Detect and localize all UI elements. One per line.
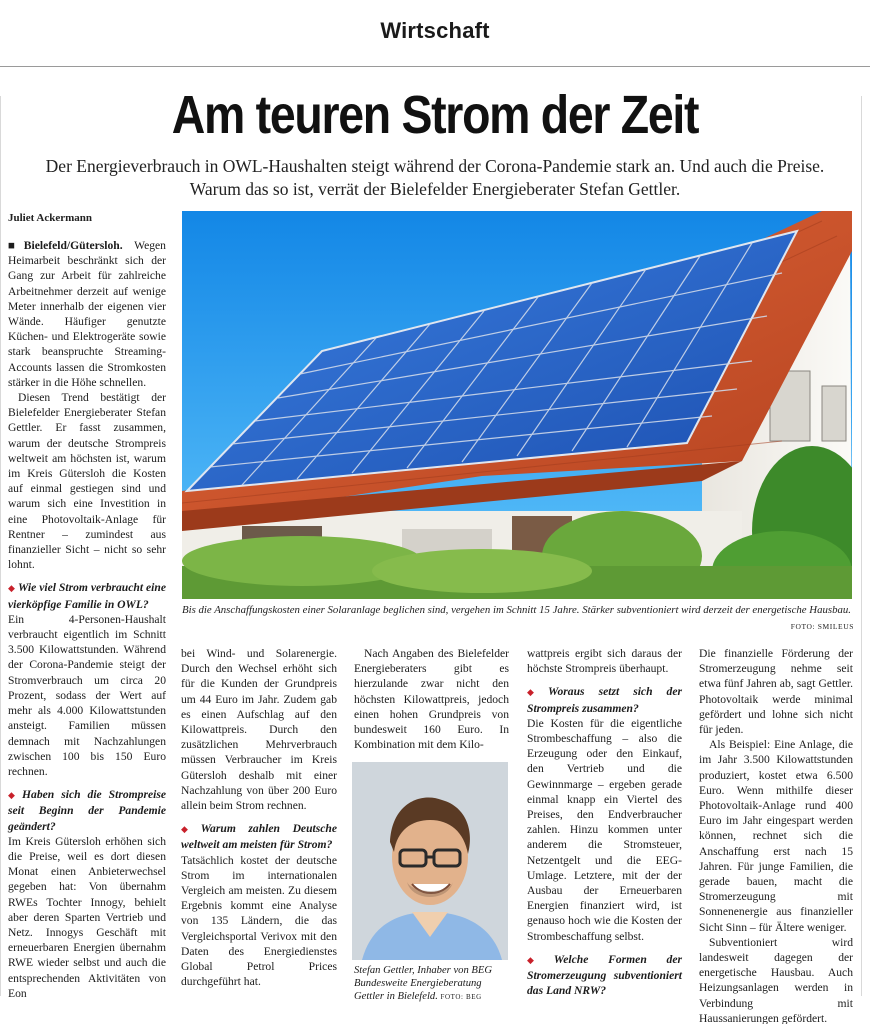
paragraph: Im Kreis Gütersloh erhöhen sich die Preise, weil es dort diesen Monat einen Anbieterwechsel gegeben hat: Von übernahm RWEs Tochter Innogy, behielt aber deren Sparten Vertrieb und Netz. Innogys Geschäft mit erneuerbaren Energien übernahm RWE wieder selbst und auch die entsprechenden Aktivitäten von Eon bbox=[8, 834, 166, 1000]
solar-house-photo bbox=[182, 211, 852, 599]
question-heading: ◆ Wie viel Strom verbraucht eine vierköpfige Familie in OWL? bbox=[8, 581, 167, 611]
column-2 bbox=[181, 646, 337, 989]
portrait-credit: FOTO: BEG bbox=[440, 993, 482, 1001]
column-4 bbox=[527, 646, 682, 998]
question-heading: ◆ Welche Formen der Stromerzeugung subventioniert das Land NRW? bbox=[527, 952, 682, 998]
paragraph: Die finanzielle Förderung der Stromerzeugung nehme seit etwa fünf Jahren ab, sagt Gettler. Photovoltaik werde minimal gefördert und lohne sich nicht für jeden. bbox=[699, 647, 853, 737]
portrait-photo bbox=[352, 762, 508, 960]
question-heading: ◆ Haben sich die Strompreise seit Beginn der Pandemie geändert? bbox=[8, 788, 166, 833]
paragraph: Nach Angaben des Bielefelder Energieberaters gibt es hierzulande zwar nicht den höchsten Kilowattpreis, jedoch einen hohen Grundpreis von bundesweit 160 Euro. In Kombination mit dem Kilo- bbox=[354, 647, 509, 752]
left-column-rule bbox=[0, 96, 1, 996]
right-column-rule bbox=[861, 96, 862, 996]
paragraph: bei Wind- und Solarenergie. Durch den Wechsel erhöht sich für die Kunden der Grundpreis um 44 Euro im Jahr. Zudem gab es einen Aufschlag auf den Kilowattpreis. Durch den zusätzlichen Mehrverbrauch müssen Verbraucher im Kreis Gütersloh deshalb mit einer Nachzahlung von über 200 Euro allein beim Strom rechnen. bbox=[181, 647, 337, 813]
paragraph: Subventioniert wird landesweit dagegen der energetische Hausbau. Auch Heizungsanlagen werden in Verbindung mit Haussanierungen gefördert. bbox=[699, 935, 853, 1024]
diamond-bullet-icon: ◆ bbox=[8, 583, 15, 594]
portrait-caption bbox=[354, 964, 510, 1004]
column-3 bbox=[354, 646, 509, 752]
paragraph: Als Beispiel: Eine Anlage, die im Jahr 3.500 Kilowattstunden produziert, kostet etwa 6.500 Euro. Wenn mithilfe dieser Photovoltaik-Anlage rund 400 Euro im Jahr eingespart werden können, rechnet sich die Anschaffung erst nach 15 Jahren. Für junge Familien, die gerade bauen, macht die Stromerzeugung mit Sonnenenergie aus finanzieller Sicht Sinn – für Ältere weniger. bbox=[699, 738, 853, 934]
photo-caption bbox=[182, 603, 854, 634]
header-rule bbox=[0, 66, 870, 67]
question-heading: ◆ Woraus setzt sich der Strompreis zusammen? bbox=[527, 685, 682, 715]
photo-credit: FOTO: SMILEUS bbox=[790, 622, 854, 631]
subheadline: Der Energieverbrauch in OWL-Haushalten steigt während der Corona-Pandemie stark an. Und auch die Preise. Warum das so ist, verrät der Bielefelder Energieberater Stefan Gettler. bbox=[45, 156, 825, 199]
portrait-caption-text: Stefan Gettler, Inhaber von BEG Bundesweite Energieberatung Gettler in Bielefeld. bbox=[354, 965, 492, 1002]
diamond-bullet-icon: ◆ bbox=[8, 790, 20, 801]
intro-paragraph: ■Bielefeld/Gütersloh. Wegen Heimarbeit beschränkt sich der Gang zur Arbeit für zahlreiche Arbeitnehmer derzeit auf wenige Meter innerhalb der eigenen vier Wände. Häufiger genutzte Küchen- und Elektrogeräte sowie stark beanspruchte Streaming-Accounts lassen die Stromkosten stärker in die Höhe schnellen. bbox=[8, 239, 166, 389]
diamond-bullet-icon: ◆ bbox=[527, 954, 551, 965]
column-1 bbox=[8, 238, 166, 1001]
headline: Am teuren Strom der Zeit bbox=[171, 85, 699, 145]
paragraph: Diesen Trend bestätigt der Bielefelder Energieberater Stefan Gettler. Er fasst zusammen, warum der deutsche Strompreis weltweit am höchsten ist, warum im Kreis Gütersloh die Kosten auf einmal gestiegen sind und warum sich eine Investition in eine Photovoltaik-Anlage für Rentner – zumindest aus finanzieller Sicht – nicht so sehr lohnt. bbox=[8, 391, 166, 572]
paragraph: Tatsächlich kostet der deutsche Strom im internationalen Vergleich am meisten. Zu diesem Ergebnis kommt eine Analyse von 135 Ländern, die das Vergleichsportal Verivox mit den Daten des Energiedienstes Global Petrol Prices durchgeführt hat. bbox=[181, 853, 337, 989]
diamond-bullet-icon: ◆ bbox=[181, 824, 198, 835]
question-heading: ◆ Warum zahlen Deutsche weltweit am meisten für Strom? bbox=[181, 822, 338, 852]
paragraph: wattpreis ergibt sich daraus der höchste Strompreis überhaupt. bbox=[527, 647, 682, 676]
paragraph: Ein 4-Personen-Haushalt verbraucht eigentlich im Schnitt 3.500 Kilowattstunden. Während der Corona-Pandemie steigt der Stromverbrauch um circa 20 Prozent, sodass der Wert auf mehr als 4.000 Kilowattstunden ansteigt. Familien müssen demnach mit Nachzahlungen zwischen 100 bis 150 Euro rechnen. bbox=[8, 612, 166, 778]
intro-text: Wegen Heimarbeit beschränkt sich der Gang zur Arbeit für zahlreiche Arbeitnehmer derzeit auf wenige Meter innerhalb der eigenen vier Wände. Häufiger genutzte Küchen- und Elektrogeräte sowie stark beanspruchte Streaming-Accounts lassen die Stromkosten stärker in die Höhe schnellen. bbox=[8, 239, 166, 389]
paragraph: Die Kosten für die eigentliche Strombeschaffung – also die Erzeugung oder den Einkauf, den Vertrieb und die Gewinnmarge – ergeben gerade einmal knapp ein Viertel des Preises, den Endverbraucher zahlen. Hinzu kommen unter anderem die Stromsteuer, Netzentgelt und die EEG-Umlage. Letztere, mit der der Ausbau der Erneuerbaren Energien finanziert wird, ist genauso hoch wie die Kosten der Strombeschaffung selbst. bbox=[527, 716, 682, 943]
section-title: Wirtschaft bbox=[380, 18, 490, 43]
dateline: Bielefeld/Gütersloh. bbox=[23, 239, 123, 252]
column-5 bbox=[699, 646, 853, 1024]
diamond-bullet-icon: ◆ bbox=[527, 687, 546, 698]
author-byline: Juliet Ackermann bbox=[8, 212, 93, 224]
photo-caption-text: Bis die Anschaffungskosten einer Solaranlage beglichen sind, vergehen im Schnitt 15 Jahre. Stärker subventioniert wird derzeit der energetische Hausbau. bbox=[182, 604, 851, 616]
